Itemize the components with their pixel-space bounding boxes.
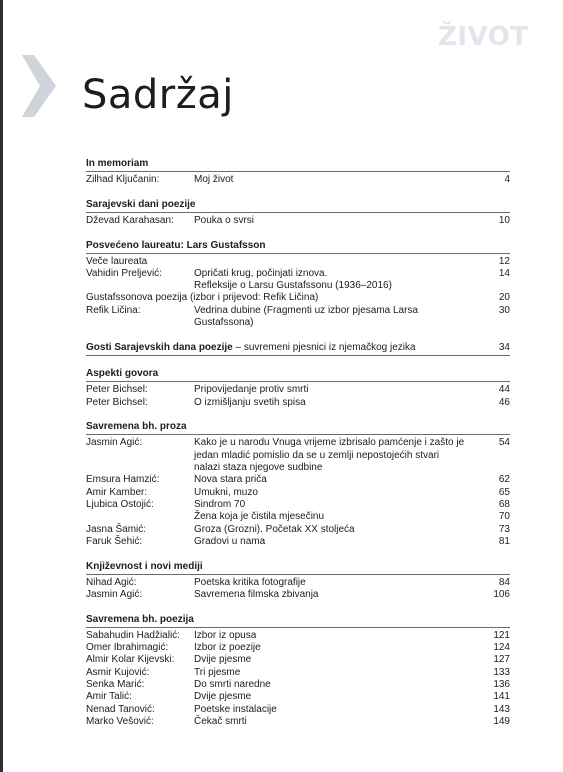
page-number: 70 [498, 511, 510, 523]
section-heading-text [86, 614, 194, 625]
entry-author: Nihad Agić: [86, 576, 137, 588]
toc-entry [86, 292, 510, 304]
toc-entry [86, 215, 510, 227]
page-number: 10 [498, 214, 510, 226]
toc-entry [86, 305, 510, 330]
section-divider [86, 253, 510, 254]
entry-title: Do smrti naredne [194, 678, 271, 690]
entry-author: Faruk Šehić: [86, 535, 143, 547]
entry-title: Izbor iz opusa [194, 629, 257, 641]
page-number: 149 [493, 715, 510, 727]
toc-section [86, 560, 510, 602]
page-title: Sadržaj [82, 72, 234, 118]
section-heading [86, 613, 510, 626]
entry-title: Poetska kritika fotografije [194, 576, 306, 588]
entry-author: Dževad Karahasan: [86, 214, 174, 226]
page-number: 133 [493, 666, 510, 678]
entry-author: Omer Ibrahimagić: [86, 642, 169, 654]
toc-entry [86, 256, 510, 268]
page-number: 127 [493, 654, 510, 666]
section-heading-label: Savremena bh. proza [86, 421, 187, 433]
section-heading [86, 239, 510, 252]
section-heading [86, 560, 510, 573]
toc-entry [86, 679, 510, 691]
entry-author: Jasmin Agić: [86, 437, 143, 449]
toc-entry [86, 704, 510, 716]
toc-entry [86, 511, 510, 523]
page-number: 54 [498, 437, 510, 449]
magazine-brand: ŽIVOT [438, 22, 529, 52]
entry-title: Opričati krug, počinjati iznova. [194, 267, 328, 279]
toc-section [86, 198, 510, 227]
toc-entry [86, 280, 510, 292]
section-heading [86, 367, 510, 380]
page-number: 143 [493, 703, 510, 715]
entry-author: Refik Ličina: [86, 304, 141, 316]
table-of-contents [86, 157, 510, 740]
entry-author: Amir Kamber: [86, 486, 148, 498]
page-number: 73 [498, 523, 510, 535]
section-divider [86, 574, 510, 575]
entry-author: Marko Vešović: [86, 715, 154, 727]
entry-author: Jasna Šamić: [86, 523, 147, 535]
toc-entry [86, 437, 510, 449]
toc-entry [86, 397, 510, 409]
page-number: 65 [498, 486, 510, 498]
section-heading [86, 157, 510, 170]
page-number: 46 [498, 396, 510, 408]
section-divider [86, 171, 510, 172]
entry-title: Umukni, muzo [194, 486, 258, 498]
section-heading-text [86, 368, 158, 379]
entry-author: Ljubica Ostojić: [86, 498, 154, 510]
entry-author: Sabahudin Hadžialić: [86, 629, 180, 641]
page-number: 106 [493, 588, 510, 600]
entry-title: Savremena filmska zbivanja [194, 588, 319, 600]
toc-entry [86, 499, 510, 511]
toc-entry [86, 384, 510, 396]
entry-title: Izbor iz poezije [194, 642, 261, 654]
toc-section [86, 157, 510, 186]
entry-author: Vahidin Preljević: [86, 267, 162, 279]
section-divider [86, 381, 510, 382]
section-heading-label: Gosti Sarajevskih dana poezije [86, 341, 233, 353]
section-heading-label: Sarajevski dani poezije [86, 198, 196, 210]
entry-title: Sindrom 70 [194, 498, 246, 510]
entry-title: Nova stara priča [194, 474, 267, 486]
entry-author: Senka Marić: [86, 678, 145, 690]
section-heading-text [86, 341, 470, 354]
entry-title: Pripovijedanje protiv smrti [194, 384, 309, 396]
section-heading-label: Savremena bh. poezija [86, 613, 194, 625]
page-number: 121 [493, 629, 510, 641]
toc-section [86, 420, 510, 548]
toc-section [86, 239, 510, 330]
entry-author: Amir Talić: [86, 691, 132, 703]
toc-section [86, 341, 510, 356]
section-heading-text [86, 199, 196, 210]
toc-entry [86, 450, 510, 462]
entry-title: Žena koja je čistila mjesečinu [194, 511, 325, 523]
chevron-icon [22, 55, 56, 117]
section-divider [86, 627, 510, 628]
entry-title: Dvije pjesme [194, 691, 252, 703]
section-heading-label: Aspekti govora [86, 368, 159, 380]
section-heading-text [86, 561, 203, 572]
entry-title: Pouka o svrsi [194, 214, 255, 226]
entry-title: Tri pjesme [194, 666, 241, 678]
section-heading-label: Posvećeno laureatu: Lars Gustafsson [86, 239, 266, 251]
page-number: 124 [493, 642, 510, 654]
page-number: 12 [498, 255, 510, 267]
section-divider [86, 434, 510, 435]
toc-entry [86, 654, 510, 666]
page-number: 4 [504, 174, 510, 185]
page-number: 84 [498, 576, 510, 588]
section-heading-label: Književnost i novi mediji [86, 560, 203, 572]
toc-entry [86, 630, 510, 642]
entry-title: Vedrina dubine (Fragmenti uz izbor pjesama Larsa Gustafssona) [194, 304, 419, 329]
toc-entry [86, 642, 510, 654]
entry-title: Dvije pjesme [194, 654, 252, 666]
entry-author: Jasmin Agić: [86, 588, 143, 600]
section-heading [86, 198, 510, 211]
toc-entry [86, 462, 510, 474]
page-number: 81 [498, 535, 510, 547]
entry-author: Veče laureata [86, 255, 148, 267]
entry-author: Emsura Hamzić: [86, 474, 160, 486]
section-heading-text [86, 158, 148, 169]
entry-title: Groza (Grozni). Početak XX stoljeća [194, 523, 355, 535]
section-heading-subtitle: – suvremeni pjesnici iz njemačkog jezika [232, 341, 416, 353]
page-number: 44 [498, 384, 510, 396]
page-number: 62 [498, 474, 510, 486]
section-heading [86, 341, 510, 354]
toc-entry [86, 691, 510, 703]
entry-title: Kako je u narodu Vnuga vrijeme izbrisalo pamćenje i zašto je [194, 437, 465, 449]
toc-entry [86, 174, 510, 186]
page-number: 34 [498, 341, 510, 353]
toc-entry [86, 589, 510, 601]
entry-author: Gustafssonova poezija (izbor i prijevod: Refik Ličina) [86, 292, 319, 304]
toc-entry [86, 268, 510, 280]
entry-title: nalazi staza njegove sudbine [194, 462, 323, 474]
entry-title: Gradovi u nama [194, 535, 266, 547]
toc-section [86, 613, 510, 728]
entry-title: Moj život [194, 174, 234, 185]
entry-title: jedan mladić pomislio da se u zemlji nepostojećih stvari [194, 449, 440, 461]
toc-entry [86, 536, 510, 548]
page-number: 20 [498, 292, 510, 304]
toc-entry [86, 577, 510, 589]
entry-title: Čekač smrti [194, 715, 247, 727]
toc-entry [86, 716, 510, 728]
toc-section [86, 367, 510, 409]
toc-entry [86, 487, 510, 499]
entry-author: Peter Bichsel: [86, 396, 148, 408]
scan-edge [0, 0, 3, 772]
page-number: 68 [498, 498, 510, 510]
entry-author: Peter Bichsel: [86, 384, 148, 396]
toc-entry [86, 667, 510, 679]
section-heading-label: In memoriam [86, 158, 149, 169]
entry-title: Refleksije o Larsu Gustafssonu (1936–2016) [194, 280, 392, 292]
section-heading-text [86, 421, 187, 432]
section-heading-text [86, 240, 266, 251]
section-heading [86, 420, 510, 433]
page-number: 136 [493, 678, 510, 690]
page-number: 141 [493, 691, 510, 703]
toc-entry [86, 474, 510, 486]
entry-author: Zilhad Ključanin: [86, 174, 160, 185]
section-divider [86, 355, 510, 356]
page-number: 14 [498, 267, 510, 279]
entry-title: Poetske instalacije [194, 703, 277, 715]
entry-author: Almir Kolar Kijevski: [86, 654, 175, 666]
entry-title: O izmišljanju svetih spisa [194, 396, 306, 408]
page-number: 30 [498, 304, 510, 316]
toc-entry [86, 524, 510, 536]
section-divider [86, 212, 510, 213]
entry-author: Nenad Tanović: [86, 703, 155, 715]
entry-author: Asmir Kujović: [86, 666, 150, 678]
